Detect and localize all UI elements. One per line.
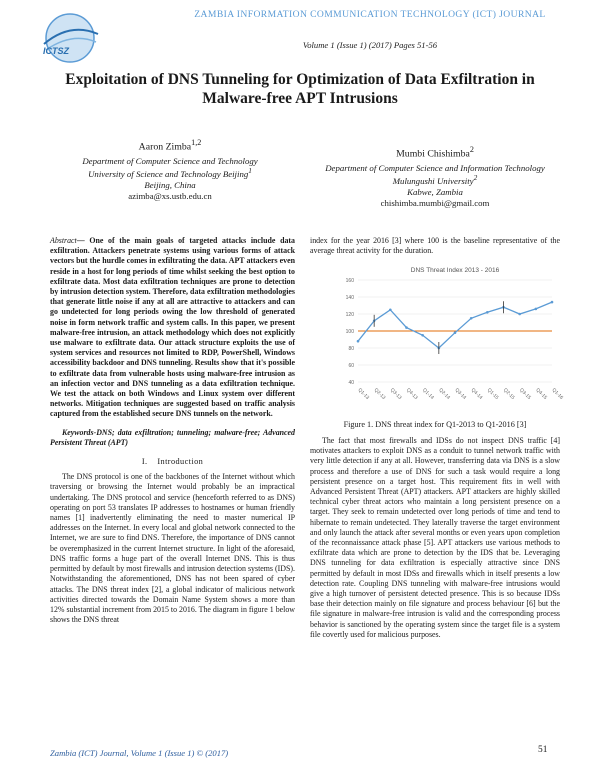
data-point — [357, 340, 360, 343]
y-tick-label: 160 — [345, 278, 354, 284]
right-column-body — [310, 436, 560, 640]
footer-citation: Zambia (ICT) Journal, Volume 1 (Issue 1) © (2017) — [50, 748, 229, 758]
x-tick-label: Q3-14 — [453, 387, 467, 401]
intro-paragraph-1: The DNS protocol is one of the backbones of the Internet without which traversing or browsing the Internet would probably be an impractical undertaking. The DNS protocol and service (henceforth referred to as DNS) operating on port 53 translates IP addresses to hostnames or human friendly names [1] inadvertently eliminating the need to master numerical IP addresses on the Internet. In every local and global network connected to the Internet, we are sure to find DNS. Therefore, the importance of DNS cannot be overemphasized in the current Internet structure. In light of the aforesaid, DNS traffic forms a huge part of the overall Internet DNS. This is thus permitted by default by most firewalls and intrusion detection systems (IDS). Notwithstanding the aforementioned, DNS has not been spared of cyber attacks. The DNS threat index [2], a global indicator of malicious network activities directed towards the Domain Name System shows a more than 12% substantial increment from 2015 to 2016. The diagram in figure 1 below shows the DNS threat — [50, 472, 295, 625]
journal-logo — [34, 10, 106, 72]
paper-title — [40, 70, 560, 108]
y-tick-label: 120 — [345, 312, 354, 318]
data-point — [405, 326, 408, 329]
author-name: Mumbi Chishimba$^2$ — [396, 145, 474, 160]
author-university: Mulungushi University$^2$ — [392, 173, 478, 187]
series-line — [358, 302, 552, 348]
data-point — [518, 313, 521, 316]
x-tick-label: Q3-15 — [518, 387, 532, 401]
author-department: Department of Computer Science and Technology — [82, 155, 258, 166]
x-tick-label: Q1-14 — [421, 387, 435, 401]
section-heading: I. Introduction — [141, 457, 204, 467]
logo-text: ICTSZ — [43, 46, 69, 56]
page-number: 51 — [538, 745, 548, 755]
right-column-top — [310, 236, 560, 256]
x-tick-label: Q4-15 — [534, 387, 548, 401]
dns-threat-index-chart — [330, 264, 564, 414]
author-name: Aaron Zimba$^{1,2}$ — [138, 138, 202, 153]
x-tick-label: Q4-14 — [469, 387, 483, 401]
author-block-2 — [310, 145, 560, 208]
y-tick-label: 40 — [348, 380, 354, 386]
data-point — [470, 317, 473, 320]
intro-paragraph-2: The fact that most firewalls and IDSs do not inspect DNS traffic [4] motivates attackers to exploit DNS as a conduit to tunnel network traffic with very little detection if any at all. However, transferring data via DNS is a slow process and therefore a use of DNS for such a task would require a long persistent presence on a target host. This requirement fits in well with Advanced Persistent Threat (APT) attackers. APT attackers are highly skilled technical cyber threat actors who maintain a long persistent presence on a target. They seek to remain undetected over long periods of time and tend to hibernate to remain undetected. They laterally traverse the target environment and only launch the attack after several months or even years upon completion of the reconnaissance attack phase [5]. APT attackers use various methods to exfiltrate data which are prone to detection by the IDS that be. Leveraging DNS tunneling for data exfiltration is especially attractive since DNS permitted by default in most IDSs and firewalls which in itself presents a low detection rate. Coupling DNS tunneling with malware-free intrusions would give a high turnover of persistent detected presence. This is so because IDSs base their detection mainly on file signature and process behaviour [6] but the file signature in malware-free intrusion is valid and the corresponding process behavior is sanctioned by the operating system since the target file is a system file covertly used for malicious purposes. — [310, 436, 560, 639]
title-line-1: Exploitation of DNS Tunneling for Optimization of Data Exfiltration in — [65, 71, 535, 88]
abstract-text: — One of the main goals of targeted attacks include data exfiltration. Attackers penetrate systems using various forms of attack vectors but the hurdle comes in exfiltrating the data. APT attackers even reside in a host for long periods of time whilst seeking the best option to exfiltrate data. Most data exfiltration techniques are prone to detection by intrusion detection system. Therefore, data exfiltration methodologies that generate little noise if any at all are attractive to attackers and can go undetected for long periods owing the low threshold of generated noise in form network traffic and system calls. In this paper, we present malware-free intrusion, an attack methodology which does not explicitly use malware to exfiltrate data. Our attack structure exploits the use of system services and resources not limited to RDP, PowerShell, Windows accessibility backdoor and DNS tunneling. Results show that it's possible to exfiltrate data from vulnerable hosts using malware-free intrusion as an infection vector and DNS tunneling as a data exfiltration technique. We test the attack on both Windows and Linux system over different networks. Mitigation techniques are suggested based on traffic analysis captured from the established secure DNS tunnels on the network. — [50, 236, 295, 419]
abstract-label: Abstract — [50, 236, 77, 245]
author-email: chishimba.mumbi@gmail.com — [380, 197, 490, 208]
y-tick-label: 140 — [345, 295, 354, 301]
author-city: Kabwe, Zambia — [407, 186, 463, 197]
y-tick-label: 80 — [348, 346, 354, 352]
data-point — [421, 334, 424, 337]
figure-caption: Figure 1. DNS threat index for Q1-2013 to Q1-2016 [3] — [343, 420, 527, 429]
x-tick-label: Q1-13 — [356, 387, 370, 401]
x-tick-label: Q2-14 — [437, 387, 451, 401]
x-tick-label: Q2-15 — [502, 387, 516, 401]
chart-title: DNS Threat Index 2013 - 2016 — [410, 267, 500, 274]
data-point — [454, 331, 457, 334]
y-tick-label: 100 — [345, 329, 354, 335]
x-tick-label: Q4-13 — [405, 387, 419, 401]
data-point — [389, 308, 392, 311]
author-city: Beijing, China — [144, 179, 196, 190]
data-point — [486, 311, 489, 314]
author-department: Department of Computer Science and Information Technology — [325, 162, 545, 173]
abstract — [50, 236, 295, 420]
volume-line: Volume 1 (Issue 1) (2017) Pages 51-56 — [302, 40, 438, 50]
data-point — [551, 301, 554, 304]
journal-name: ZAMBIA INFORMATION COMMUNICATION TECHNOLOGY (ICT) JOURNAL — [194, 9, 546, 20]
author-email: azimba@xs.ustb.edu.cn — [128, 190, 212, 201]
y-tick-label: 60 — [348, 363, 354, 369]
keywords: Keywords-DNS; data exfiltration; tunneling; malware-free; Advanced Persistent Threat (APT) — [50, 427, 295, 447]
title-line-2: Malware-free APT Intrusions — [202, 90, 398, 107]
x-tick-label: Q1-16 — [550, 387, 564, 401]
author-block-1 — [55, 138, 285, 201]
x-tick-label: Q1-15 — [485, 387, 499, 401]
data-point — [535, 308, 538, 311]
left-column — [50, 236, 295, 625]
author-university: University of Science and Technology Beijing$^1$ — [88, 166, 252, 180]
x-tick-label: Q2-13 — [372, 387, 386, 401]
intro-paragraph-1-continued: index for the year 2016 [3] where 100 is the baseline representative of the average threat activity for the duration. — [310, 236, 560, 256]
x-tick-label: Q3-13 — [388, 387, 402, 401]
